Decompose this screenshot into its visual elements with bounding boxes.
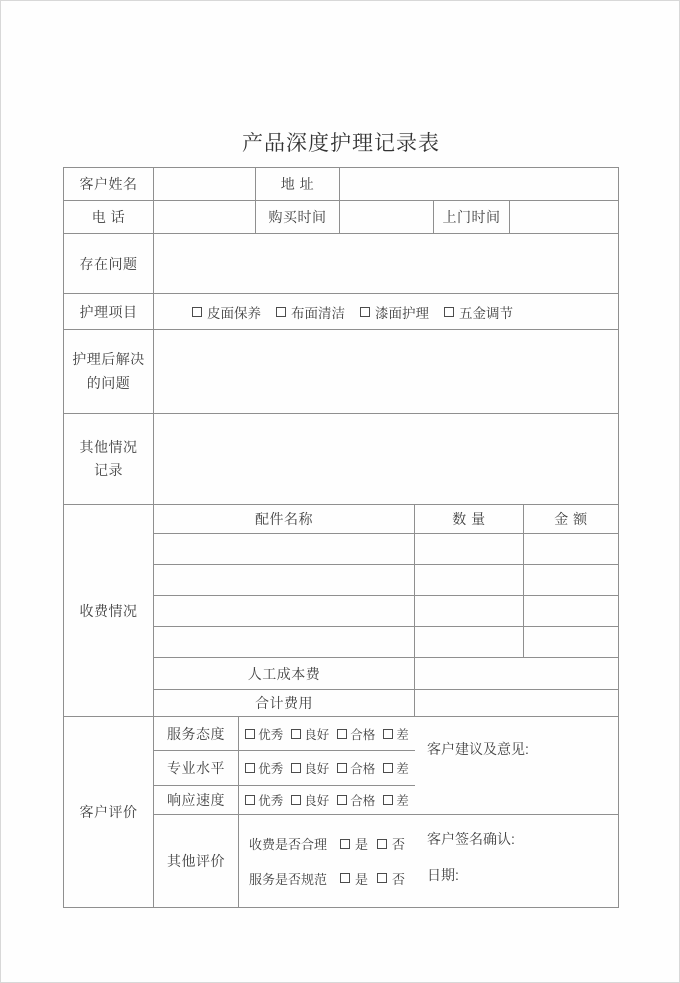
phone-input-cell[interactable]: [154, 201, 256, 233]
rating-option-pass[interactable]: [337, 759, 375, 777]
existing-problems-label: 存在问题: [64, 234, 154, 293]
checkbox-icon[interactable]: [444, 307, 454, 317]
rating-row-professional-level: [154, 751, 415, 786]
total-cost-row: [154, 690, 618, 716]
rating-option-label: 优秀: [258, 794, 284, 808]
charges-table: [154, 505, 618, 716]
section-charges: [64, 505, 618, 717]
rating-option-label: 优秀: [258, 727, 284, 742]
checkbox-icon[interactable]: [245, 795, 255, 805]
address-input-cell[interactable]: [340, 168, 618, 200]
other-evaluation-questions: [239, 815, 415, 907]
amount-column-header: 金 额: [554, 511, 588, 527]
part-name-input-cell[interactable]: [154, 596, 415, 626]
checkbox-icon[interactable]: [360, 307, 370, 317]
visit-time-label: 上门时间: [434, 201, 510, 233]
rating-row-response-speed: [154, 786, 415, 815]
checkbox-icon[interactable]: [337, 729, 347, 739]
quantity-input-cell[interactable]: [415, 627, 524, 657]
page-title: 产品深度护理记录表: [242, 132, 440, 155]
checkbox-icon[interactable]: [245, 763, 255, 773]
checkbox-icon[interactable]: [340, 839, 350, 849]
row-existing-problems: [64, 234, 618, 294]
amount-input-cell[interactable]: [524, 627, 618, 657]
other-records-label: [64, 414, 154, 504]
solved-problems-label-line1: 护理后解决: [72, 351, 145, 368]
customer-name-label: 客户姓名: [64, 168, 154, 200]
care-option-paint[interactable]: [360, 302, 429, 322]
no-option[interactable]: [377, 869, 405, 888]
row-customer-address: [64, 168, 618, 201]
rating-row-service-attitude: [154, 717, 415, 751]
signature-label: 客户签名确认:: [427, 831, 515, 847]
total-cost-input-cell[interactable]: [415, 690, 618, 716]
checkbox-icon[interactable]: [377, 873, 387, 883]
question-label: 收费是否合理: [249, 837, 328, 853]
rating-option-poor[interactable]: [383, 791, 409, 809]
charges-header-row: [154, 505, 618, 534]
checkbox-icon[interactable]: [383, 763, 393, 773]
quantity-input-cell[interactable]: [415, 596, 524, 626]
rating-option-excellent[interactable]: [245, 759, 283, 777]
rating-option-excellent[interactable]: [245, 791, 283, 809]
labor-cost-label: 人工成本费: [154, 658, 415, 689]
response-speed-options: [239, 786, 415, 814]
yes-option-label: 是: [354, 871, 368, 887]
date-label: 日期:: [427, 867, 459, 883]
part-name-column-header: 配件名称: [154, 505, 415, 533]
record-form-table: [63, 167, 619, 908]
charge-row: [154, 565, 618, 596]
amount-input-cell[interactable]: [524, 565, 618, 595]
care-option-label: 布面清洁: [291, 305, 345, 321]
checkbox-icon[interactable]: [383, 729, 393, 739]
rating-option-excellent[interactable]: [245, 725, 283, 743]
solved-problems-label-line2: 的问题: [86, 374, 131, 391]
rating-option-label: 差: [396, 727, 409, 742]
care-option-hardware[interactable]: [444, 302, 513, 322]
checkbox-icon[interactable]: [192, 307, 202, 317]
charge-row: [154, 596, 618, 627]
rating-option-label: 优秀: [258, 762, 284, 776]
row-other-records: [64, 414, 618, 505]
no-option[interactable]: [377, 834, 405, 853]
evaluation-section-label: 客户评价: [64, 717, 154, 907]
checkbox-icon[interactable]: [340, 873, 350, 883]
rating-option-label: 良好: [304, 794, 330, 808]
yes-option-label: 是: [354, 837, 368, 853]
rating-option-pass[interactable]: [337, 725, 375, 743]
checkbox-icon[interactable]: [291, 795, 301, 805]
rating-option-label: 合格: [350, 794, 376, 808]
labor-cost-input-cell[interactable]: [415, 658, 618, 689]
section-evaluation: [64, 717, 618, 907]
rating-option-label: 良好: [304, 727, 330, 742]
charges-section-label: 收费情况: [64, 505, 154, 716]
row-care-items: [64, 294, 618, 330]
other-records-label-line1: 其他情况: [79, 438, 138, 455]
rating-option-poor[interactable]: [383, 725, 409, 743]
amount-input-cell[interactable]: [524, 534, 618, 564]
rating-option-label: 良好: [304, 762, 330, 776]
care-option-label: 皮面保养: [207, 305, 261, 321]
total-cost-label: 合计费用: [154, 690, 415, 716]
checkbox-icon[interactable]: [377, 839, 387, 849]
yes-option[interactable]: [340, 869, 368, 888]
row-solved-problems: [64, 330, 618, 414]
checkbox-icon[interactable]: [291, 729, 301, 739]
charge-row: [154, 627, 618, 658]
no-option-label: 否: [391, 871, 405, 887]
question-fee-reasonable: [249, 834, 405, 853]
checkbox-icon[interactable]: [291, 763, 301, 773]
professional-level-label: 专业水平: [154, 751, 239, 785]
other-records-label-line2: 记录: [94, 462, 123, 478]
checkbox-icon[interactable]: [276, 307, 286, 317]
rating-option-pass[interactable]: [337, 791, 375, 809]
care-option-label: 漆面护理: [375, 305, 429, 321]
other-evaluation-row: [154, 815, 415, 907]
no-option-label: 否: [391, 837, 405, 853]
question-label: 服务是否规范: [249, 871, 328, 887]
quantity-column-header: 数 量: [415, 505, 524, 533]
care-option-fabric[interactable]: [276, 302, 345, 322]
part-name-input-cell[interactable]: [154, 534, 415, 564]
solved-problems-label: [64, 330, 154, 413]
charge-row: [154, 534, 618, 565]
customer-name-input-cell[interactable]: [154, 168, 256, 200]
response-speed-label: 响应速度: [154, 786, 239, 814]
service-attitude-label: 服务态度: [154, 717, 239, 750]
amount-input-cell[interactable]: [524, 596, 618, 626]
quantity-input-cell[interactable]: [415, 534, 524, 564]
evaluation-right-column: [415, 717, 618, 907]
rating-option-good[interactable]: [291, 759, 329, 777]
labor-cost-row: [154, 658, 618, 690]
care-option-leather[interactable]: [192, 302, 261, 322]
rating-option-good[interactable]: [291, 725, 329, 743]
other-records-input-cell[interactable]: [154, 414, 618, 504]
row-phone-times: [64, 201, 618, 234]
address-label: 地 址: [256, 168, 340, 200]
rating-option-label: 差: [396, 794, 409, 808]
service-attitude-options: [239, 717, 415, 750]
care-option-label: 五金调节: [459, 305, 513, 321]
purchase-time-label: 购买时间: [256, 201, 340, 233]
signature-cell[interactable]: [415, 815, 618, 907]
visit-time-input-cell[interactable]: [510, 201, 618, 233]
rating-option-label: 合格: [350, 727, 376, 742]
yes-option[interactable]: [340, 834, 368, 853]
quantity-input-cell[interactable]: [415, 565, 524, 595]
other-evaluation-label: 其他评价: [154, 815, 239, 907]
evaluation-rows: [154, 717, 415, 907]
care-options-cell: [154, 294, 618, 329]
suggestion-cell[interactable]: [415, 717, 618, 815]
rating-option-label: 合格: [350, 762, 376, 776]
suggestion-label: 客户建议及意见:: [427, 741, 529, 757]
rating-option-good[interactable]: [291, 791, 329, 809]
checkbox-icon[interactable]: [245, 729, 255, 739]
question-service-standard: [249, 869, 405, 888]
professional-level-options: [239, 751, 415, 785]
care-items-label: 护理项目: [64, 294, 154, 329]
checkbox-icon[interactable]: [337, 795, 347, 805]
rating-option-poor[interactable]: [383, 759, 409, 777]
phone-label: 电 话: [64, 201, 154, 233]
purchase-time-input-cell[interactable]: [340, 201, 434, 233]
rating-option-label: 差: [396, 762, 409, 776]
checkbox-icon[interactable]: [383, 795, 393, 805]
part-name-input-cell[interactable]: [154, 565, 415, 595]
existing-problems-input-cell[interactable]: [154, 234, 618, 293]
solved-problems-input-cell[interactable]: [154, 330, 618, 413]
checkbox-icon[interactable]: [337, 763, 347, 773]
part-name-input-cell[interactable]: [154, 627, 415, 657]
